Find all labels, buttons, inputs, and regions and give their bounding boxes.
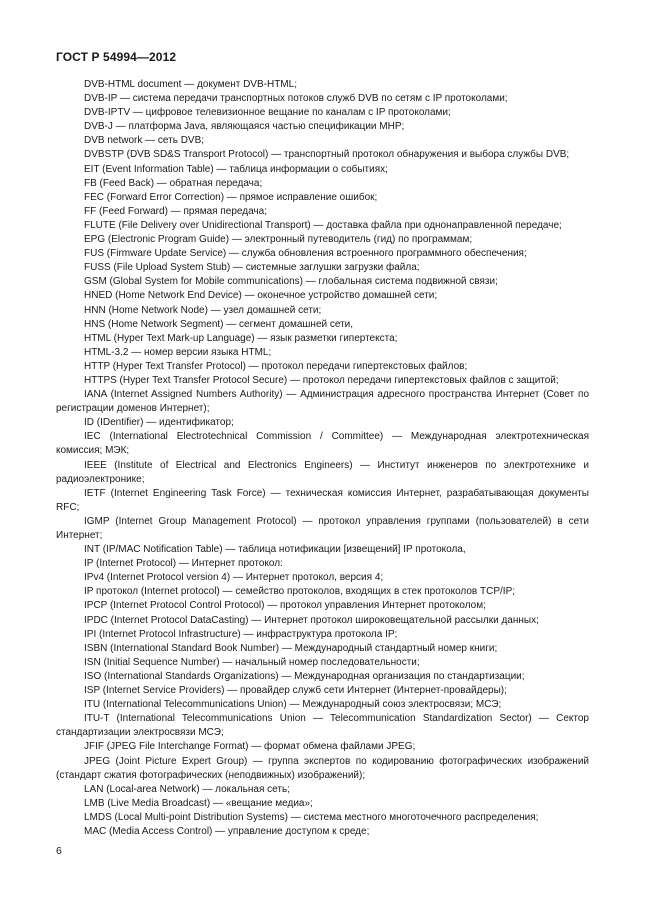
abbreviation-entry: INT (IP/MAC Notification Table) — таблица нотификации [извещений] IP протокола, bbox=[84, 544, 466, 556]
abbreviation-entry: HNED (Home Network End Device) — оконечное устройство домашней сети; bbox=[84, 290, 438, 302]
document-header: ГОСТ Р 54994—2012 bbox=[56, 50, 177, 64]
abbreviation-entry: DVBSTP (DVB SD&S Transport Protocol) — транспортный протокол обнаружения и выбора службы DVB; bbox=[84, 149, 570, 161]
abbreviation-entry: ISBN (International Standard Book Number) — Международный стандартный номер книги; bbox=[84, 642, 498, 654]
abbreviation-entry: IANA (Internet Assigned Numbers Authority) — Администрация адресного пространства Интернет (Совет по регистрации доменов Интернет); bbox=[56, 389, 589, 415]
abbreviation-entry: IPCP (Internet Protocol Control Protocol) — протокол управления Интернет протоколом; bbox=[84, 600, 486, 612]
abbreviation-entry: JFIF (JPEG File Interchange Format) — формат обмена файлами JPEG; bbox=[84, 741, 416, 753]
abbreviation-entry: IP (Internet Protocol) — Интернет протокол: bbox=[84, 558, 283, 570]
abbreviation-entry: IEC (International Electrotechnical Commission / Committee) — Международная электротехническая комиссия; МЭК; bbox=[56, 431, 589, 457]
abbreviation-entry: HTML-3.2 — номер версии языка HTML; bbox=[84, 346, 272, 358]
abbreviation-entry: LMDS (Local Multi-point Distribution Systems) — система местного многоточечного распределения; bbox=[84, 811, 539, 823]
abbreviation-entry: GSM (Global System for Mobile communications) — глобальная система подвижной связи; bbox=[84, 276, 498, 288]
abbreviation-entry: ISP (Internet Service Providers) — провайдер служб сети Интернет (Интернет-провайдеры); bbox=[84, 685, 507, 697]
abbreviation-entry: IEEE (Institute of Electrical and Electronics Engineers) — Институт инженеров по электротехнике и радиоэлектронике; bbox=[56, 459, 589, 485]
abbreviation-entry: LMB (Live Media Broadcast) — «вещание медиа»; bbox=[84, 797, 313, 809]
abbreviation-entry: JPEG (Joint Picture Expert Group) — группа экспертов по кодированию фотографических изображений (стандарт сжатия фотографических (неподвижных) изображений); bbox=[56, 755, 589, 781]
abbreviation-entry: ITU (International Telecommunications Union) — Международный союз электросвязи; МСЭ; bbox=[84, 699, 502, 711]
abbreviations-list bbox=[56, 78, 589, 839]
abbreviation-entry: FLUTE (File Delivery over Unidirectional Transport) — доставка файла при однонаправленной передаче; bbox=[84, 219, 562, 231]
abbreviation-entry: IETF (Internet Engineering Task Force) — техническая комиссия Интернет, разрабатывающая документы RFC; bbox=[56, 487, 589, 513]
abbreviation-entry: HNN (Home Network Node) — узел домашней сети; bbox=[84, 304, 322, 316]
abbreviation-entry: ISN (Initial Sequence Number) — начальный номер последовательности; bbox=[84, 656, 420, 668]
abbreviation-entry: DVB-IP — система передачи транспортных потоков служб DVB по сетям с IP протоколами; bbox=[84, 93, 508, 105]
abbreviation-entry: DVB-HTML document — документ DVB-HTML; bbox=[84, 79, 297, 90]
abbreviation-entry: FUS (Firmware Update Service) — служба обновления встроенного программного обеспечения; bbox=[84, 248, 527, 260]
abbreviation-entry: FF (Feed Forward) — прямая передача; bbox=[84, 205, 267, 217]
abbreviation-entry: DVB-IPTV — цифровое телевизионное вещание по каналам с IP протоколами; bbox=[84, 107, 451, 119]
abbreviation-entry: IPv4 (Internet Protocol version 4) — Интернет протокол, версия 4; bbox=[84, 572, 384, 584]
abbreviation-entry: HTTP (Hyper Text Transfer Protocol) — протокол передачи гипертекстовых файлов; bbox=[84, 360, 468, 372]
abbreviation-entry: FUSS (File Upload System Stub) — системные заглушки загрузки файла; bbox=[84, 262, 420, 274]
abbreviation-entry: HTTPS (Hyper Text Transfer Protocol Secure) — протокол передачи гипертекстовых файлов с защитой; bbox=[84, 374, 559, 386]
abbreviation-entry: FEC (Forward Error Correction) — прямое исправление ошибок; bbox=[84, 191, 378, 203]
abbreviation-entry: EIT (Event Information Table) — таблица информации о событиях; bbox=[84, 163, 388, 175]
abbreviation-entry: IPI (Internet Protocol Infrastructure) — инфраструктура протокола IP; bbox=[84, 628, 398, 640]
abbreviation-entry: FB (Feed Back) — обратная передача; bbox=[84, 177, 263, 189]
abbreviation-entry: LAN (Local-area Network) — локальная сеть; bbox=[84, 783, 290, 795]
page-number: 6 bbox=[56, 845, 62, 857]
abbreviation-entry: DVB network — сеть DVB; bbox=[84, 135, 205, 147]
abbreviation-entry: ITU-T (International Telecommunications Union — Telecommunication Standardization Sector) — Сектор стандартизации электросвязи МСЭ; bbox=[56, 713, 589, 739]
abbreviation-entry: IGMP (Internet Group Management Protocol) — протокол управления группами (пользователей) в сети Интернет; bbox=[56, 515, 589, 541]
abbreviation-entry: HTML (Hyper Text Mark-up Language) — язык разметки гипертекста; bbox=[84, 332, 398, 344]
abbreviation-entry: IPDC (Internet Protocol DataCasting) — Интернет протокол широковещательной рассылки данных; bbox=[84, 614, 539, 626]
abbreviation-entry: EPG (Electronic Program Guide) — электронный путеводитель (гид) по программам; bbox=[84, 234, 473, 246]
abbreviation-entry: MAC (Media Access Control) — управление доступом к среде; bbox=[84, 825, 370, 837]
abbreviation-entry: ID (IDentifier) — идентификатор; bbox=[84, 417, 234, 429]
abbreviation-entry: IP протокол (Internet protocol) — семейство протоколов, входящих в стек протоколов TCP/IP; bbox=[84, 586, 516, 598]
abbreviation-entry: DVB-J — платформа Java, являющаяся частью спецификации MHP; bbox=[84, 121, 405, 133]
abbreviation-entry: ISO (International Standards Organizations) — Международная организация по стандартизации; bbox=[84, 670, 525, 682]
abbreviation-entry: HNS (Home Network Segment) — сегмент домашней сети, bbox=[84, 318, 354, 330]
